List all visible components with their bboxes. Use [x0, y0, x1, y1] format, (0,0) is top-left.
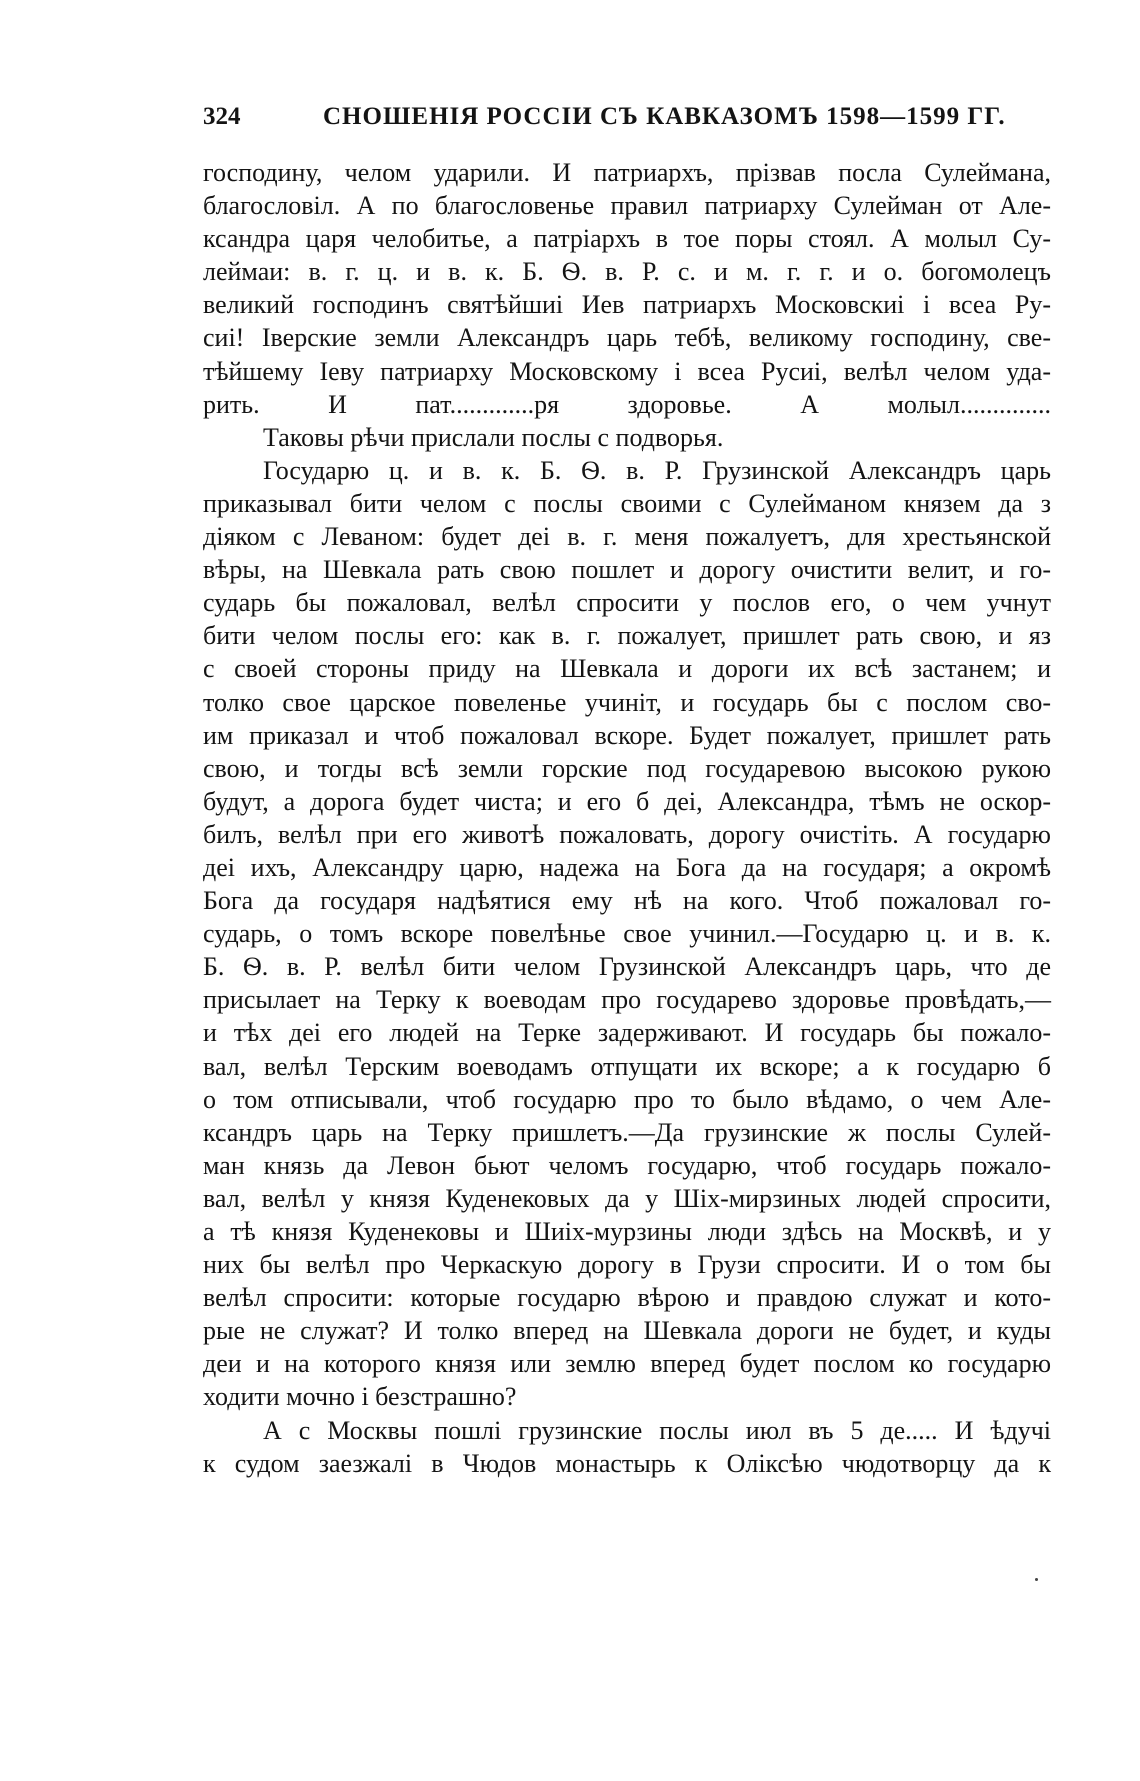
- text-line: приказывал бити челом с послы своими с Сулейманом князем да з: [203, 488, 1051, 518]
- text-line: великий господинъ святѣйшиі Иев патриархъ Московскиі і всеа Ру-: [203, 290, 1051, 320]
- text-line: вал, велѣл Терским воеводамъ отпущати их вскоре; а к государю б: [203, 1051, 1051, 1081]
- text-line: ходити мочно і безстрашно?: [203, 1382, 517, 1412]
- text-line: господину, челом ударили. И патриархъ, прізвав посла Сулеймана,: [203, 158, 1051, 187]
- body-text: [203, 156, 1051, 1480]
- text-line: а тѣ князя Куденековы и Шиіх-мурзины люди здѣсь на Москвѣ, и у: [203, 1217, 1051, 1246]
- text-line: билъ, велѣл при его животѣ пожаловать, дорогу очистіть. А государю: [203, 819, 1051, 849]
- text-line: А с Москвы пошлі грузинские послы июл въ 5 де..... И ѣдучі: [263, 1415, 1051, 1445]
- text-line: деи и на которого князя или землю вперед будет послом ко государю: [203, 1349, 1051, 1379]
- text-line: них бы велѣл про Черкаскую дорогу в Грузи спросити. И о том бы: [203, 1250, 1051, 1280]
- text-line: к судом заезжалі в Чюдов монастырь к Оліксѣю чюдотворцу да к: [203, 1448, 1051, 1478]
- text-line: и тѣх деі его людей на Терке задерживают. И государь бы пожало-: [203, 1018, 1051, 1048]
- text-line: Б. Ѳ. в. Р. велѣл бити челом Грузинской Александръ царь, что де: [203, 952, 1051, 982]
- text-line: о том отписывали, чтоб государю про то было вѣдамо, о чем Але-: [203, 1084, 1051, 1114]
- text-line: ксандра царя челобитье, а патріархъ в тое поры стоял. А молыл Су-: [203, 224, 1051, 254]
- text-line: рить. И пат.............ря здоровье. А молыл..............: [203, 389, 1051, 419]
- text-line: леймаи: в. г. ц. и в. к. Б. Ѳ. в. Р. с. и м. г. г. и о. богомолецъ: [203, 257, 1051, 287]
- text-line: ман князь да Левон бьют челомъ государю, чтоб государь пожало-: [203, 1150, 1051, 1180]
- text-line: вал, велѣл у князя Куденековых да у Шіх-мирзиных людей спросити,: [203, 1183, 1051, 1213]
- text-line: сударь бы пожаловал, велѣл спросити у послов его, о чем учнут: [203, 588, 1051, 618]
- page-number: 324: [203, 103, 241, 130]
- text-line: с своей стороны приду на Шевкала и дороги их всѣ застанем; и: [203, 654, 1051, 684]
- text-line: Таковы рѣчи прислали послы с подворья.: [263, 422, 724, 452]
- text-line: им приказал и чтоб пожаловал вскоре. Будет пожалует, пришлет рать: [203, 720, 1051, 750]
- page-header: [203, 100, 1006, 134]
- text-line: вѣры, на Шевкала рать свою пошлет и дорогу очистити велит, и го-: [203, 555, 1051, 585]
- text-line: благословіл. А по благословенье правил патриарху Сулейман от Але-: [203, 191, 1051, 221]
- text-line: толко свое царское повеленье учиніт, и государь бы с послом сво-: [203, 687, 1051, 717]
- text-line: будут, а дорога будет чиста; и его б деі, Александра, тѣмъ не оскор-: [203, 786, 1051, 816]
- text-line: Бога да государя надѣятися ему нѣ на кого. Чтоб пожаловал го-: [203, 886, 1051, 916]
- text-line: сиі! Іверские земли Александръ царь тебѣ, великому господину, све-: [203, 323, 1051, 353]
- print-speck: [1035, 1578, 1038, 1581]
- text-line: ксандръ царь на Терку пришлетъ.—Да грузинские ж послы Сулей-: [203, 1117, 1051, 1147]
- text-line: рые не служат? И толко вперед на Шевкала дороги не будет, и куды: [203, 1316, 1051, 1346]
- text-line: Государю ц. и в. к. Б. Ѳ. в. Р. Грузинской Александръ царь: [263, 455, 1051, 485]
- running-head: СНОШЕНІЯ РОССІИ СЪ КАВКАЗОМЪ 1598—1599 ГГ.: [323, 103, 1006, 130]
- text-line: діяком с Леваном: будет деі в. г. меня пожалуетъ, для хрестьянской: [203, 522, 1051, 552]
- text-line: присылает на Терку к воеводам про государево здоровье провѣдать,—: [203, 985, 1051, 1015]
- text-line: сударь, о томъ вскоре повелѣнье свое учинил.—Государю ц. и в. к.: [203, 919, 1051, 949]
- text-line: велѣл спросити: которые государю вѣрою и правдою служат и кото-: [203, 1283, 1051, 1313]
- text-line: тѣйшему Іеву патриарху Московскому і всеа Русиі, велѣл челом уда-: [203, 356, 1051, 386]
- text-line: бити челом послы его: как в. г. пожалует, пришлет рать свою, и яз: [203, 621, 1051, 651]
- text-line: свою, и тогды всѣ земли горские под государевою высокою рукою: [203, 753, 1051, 783]
- text-line: деі ихъ, Александру царю, надежа на Бога да на государя; а окромѣ: [203, 852, 1051, 882]
